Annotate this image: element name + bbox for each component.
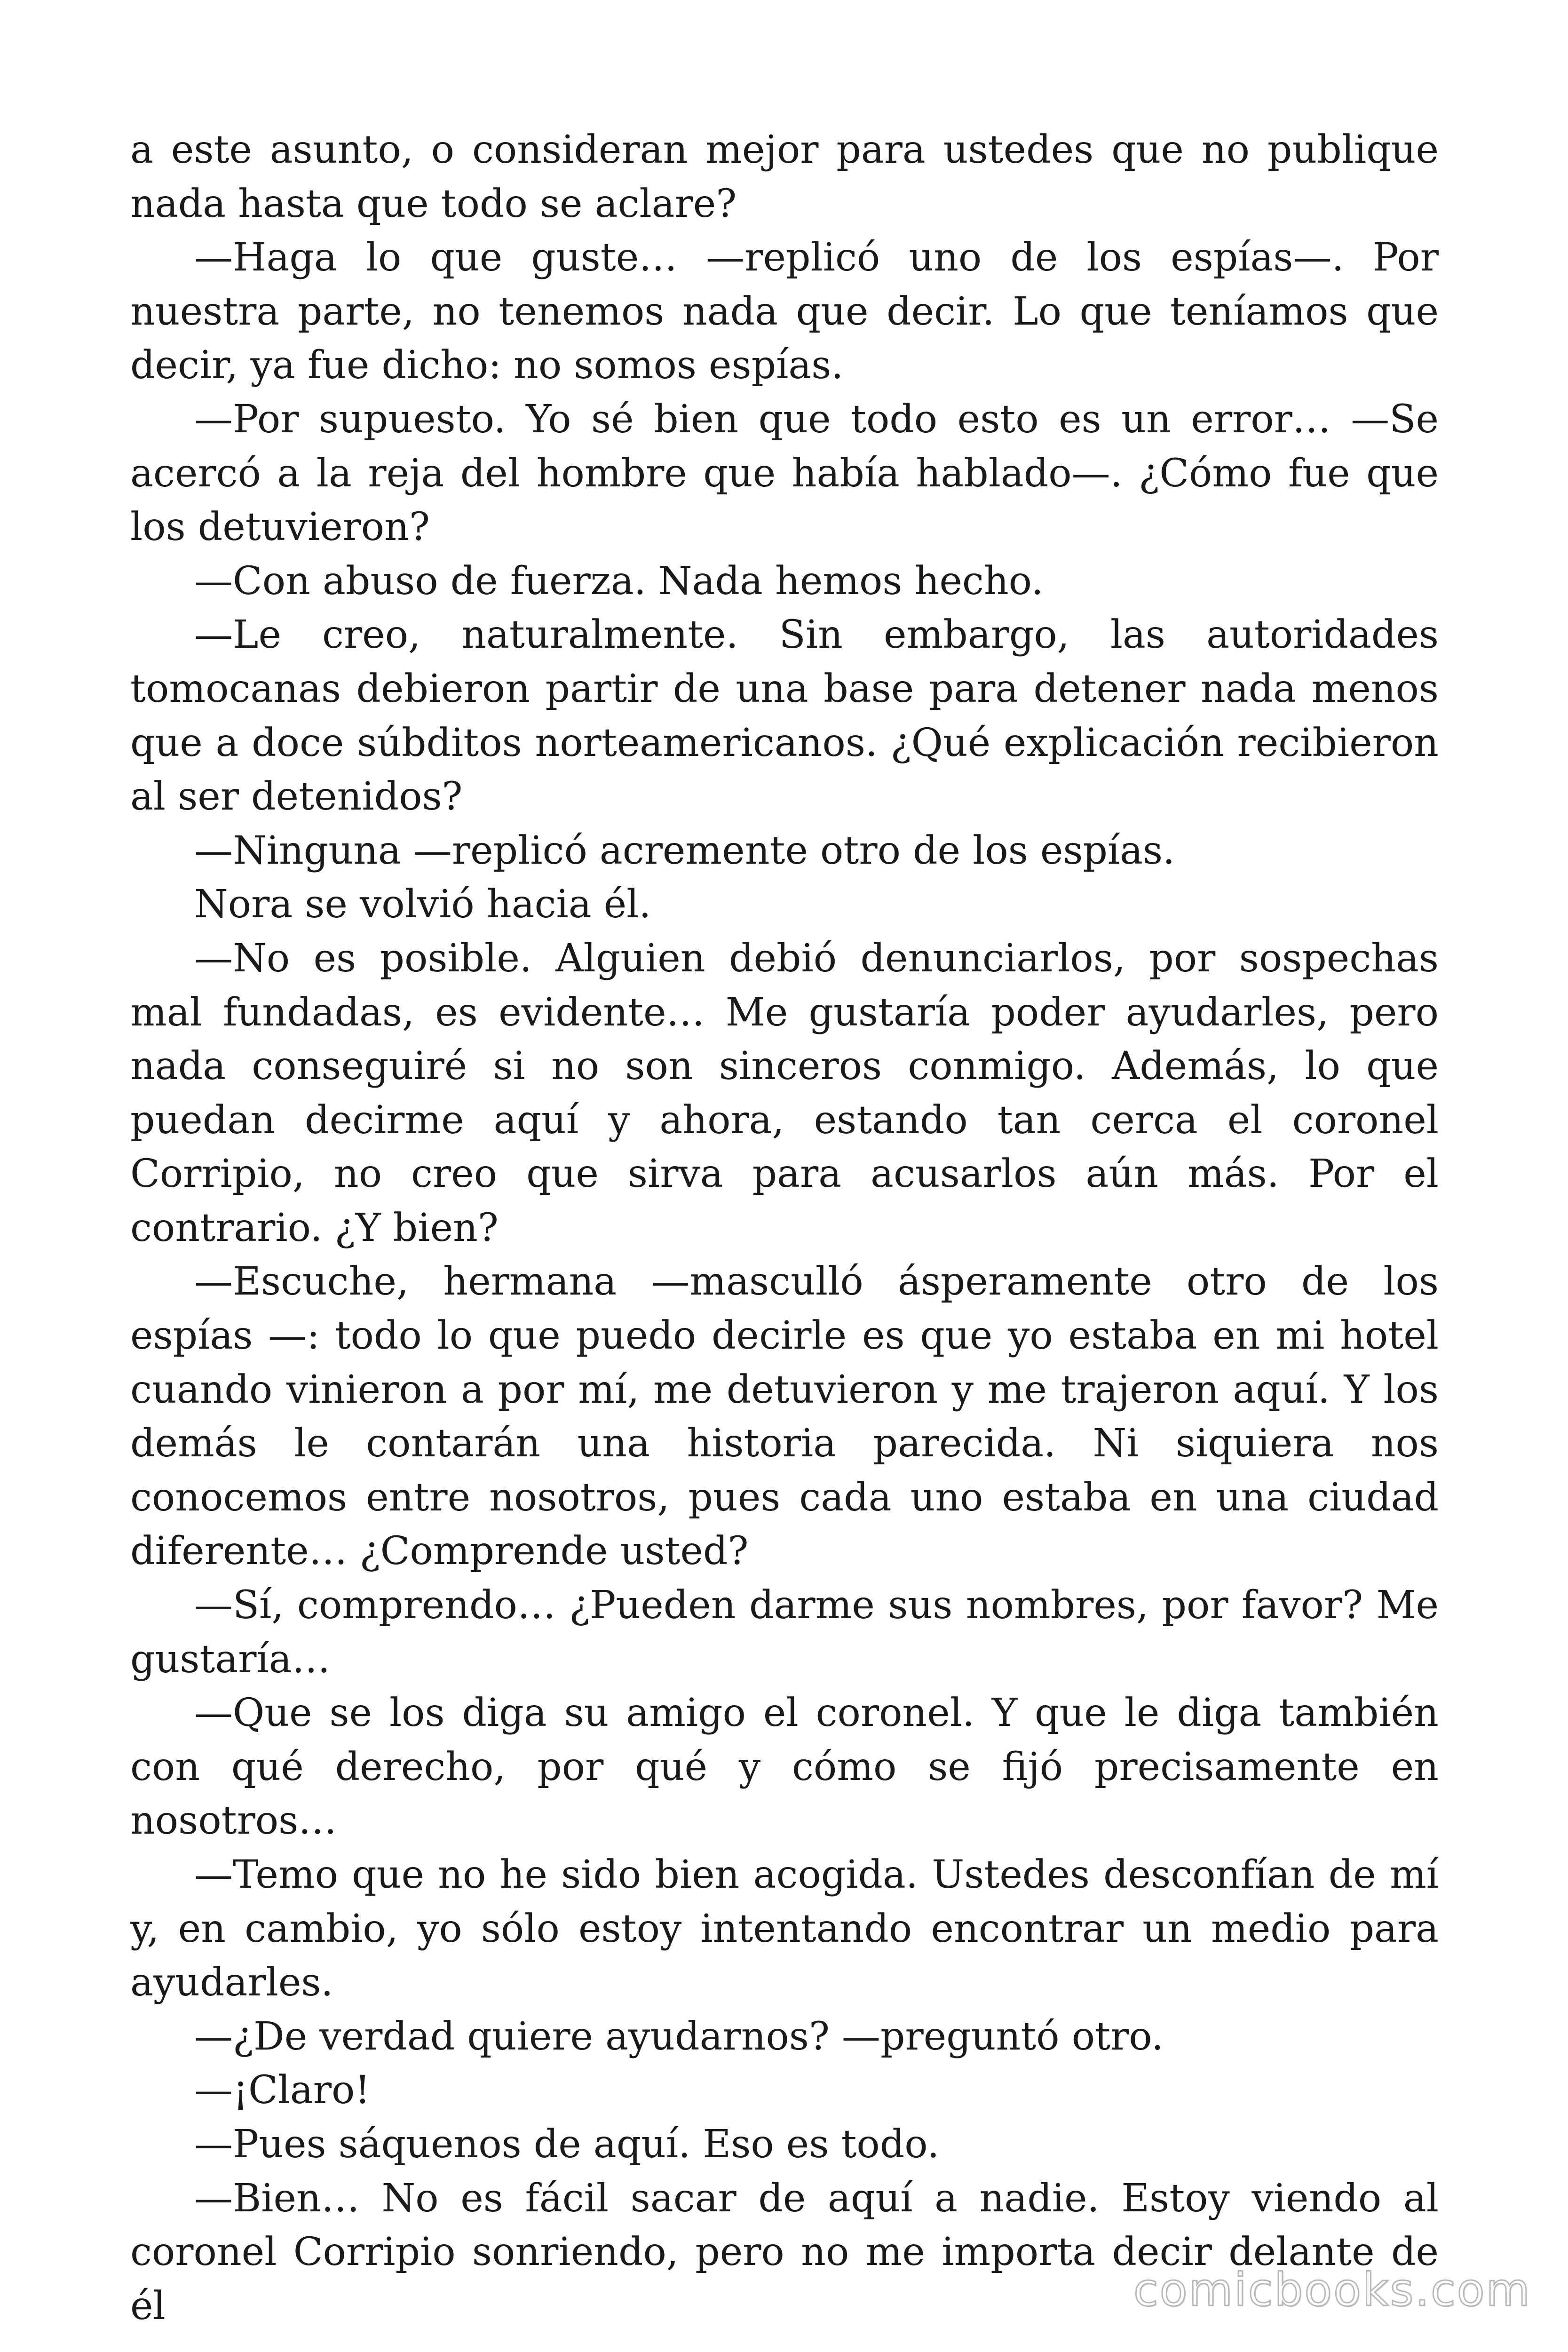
- paragraph-14: —¡Claro!: [194, 2068, 371, 2113]
- paragraph-5: —Le creo, naturalmente. Sin embargo, las autoridades tomocanas debieron partir de una base para detener nada menos que a doce súbditos norteamericanos. ¿Qué explicación recibieron al ser detenidos?: [130, 612, 1439, 819]
- watermark: comicbooks.com: [1133, 2264, 1531, 2316]
- paragraph-13: —¿De verdad quiere ayudarnos? —preguntó otro.: [194, 2014, 1164, 2059]
- paragraph-3: —Por supuesto. Yo sé bien que todo esto es un error… —Se acercó a la reja del hombre que había hablado—. ¿Cómo fue que los detuvieron?: [130, 397, 1439, 550]
- paragraph-8: —No es posible. Alguien debió denunciarlos, por sospechas mal fundadas, es evidente… Me gustaría poder ayudarles, pero nada conseguiré si no son sinceros conmigo. Además, lo que puedan decirme aquí y ahora, estando tan cerca el coronel Corripio, no creo que sirva para acusarlos aún más. Por el contrario. ¿Y bien?: [130, 936, 1439, 1250]
- paragraph-1: a este asunto, o consideran mejor para ustedes que no publique nada hasta que todo se aclare?: [130, 127, 1439, 226]
- paragraph-4: —Con abuso de fuerza. Nada hemos hecho.: [194, 558, 1044, 604]
- paragraph-7: Nora se volvió hacia él.: [194, 882, 651, 927]
- paragraph-9: —Escuche, hermana —masculló ásperamente otro de los espías —: todo lo que puedo decirle es que yo estaba en mi hotel cuando vinieron a por mí, me detuvieron y me trajeron aquí. Y los demás le contarán una historia parecida. Ni siquiera nos conocemos entre nosotros, pues cada uno estaba en una ciudad diferente… ¿Comprende usted?: [130, 1259, 1439, 1574]
- paragraph-6: —Ninguna —replicó acremente otro de los espías.: [194, 828, 1175, 873]
- paragraph-10: —Sí, comprendo… ¿Pueden darme sus nombres, por favor? Me gustaría…: [130, 1583, 1439, 1682]
- paragraph-16: —Bien… No es fácil sacar de aquí a nadie. Estoy viendo al coronel Corripio sonriendo, pero no me importa decir delante de él: [130, 2176, 1439, 2328]
- paragraph-2: —Haga lo que guste… —replicó uno de los espías—. Por nuestra parte, no tenemos nada que decir. Lo que teníamos que decir, ya fue dicho: no somos espías.: [130, 235, 1439, 388]
- paragraph-11: —Que se los diga su amigo el coronel. Y que le diga también con qué derecho, por qué y cómo se fijó precisamente en nosotros…: [130, 1691, 1439, 1843]
- page-body: [130, 123, 1439, 2333]
- paragraph-15: —Pues sáquenos de aquí. Eso es todo.: [194, 2122, 940, 2167]
- paragraph-12: —Temo que no he sido bien acogida. Ustedes desconfían de mí y, en cambio, yo sólo estoy intentando encontrar un medio para ayudarles.: [130, 1852, 1439, 2005]
